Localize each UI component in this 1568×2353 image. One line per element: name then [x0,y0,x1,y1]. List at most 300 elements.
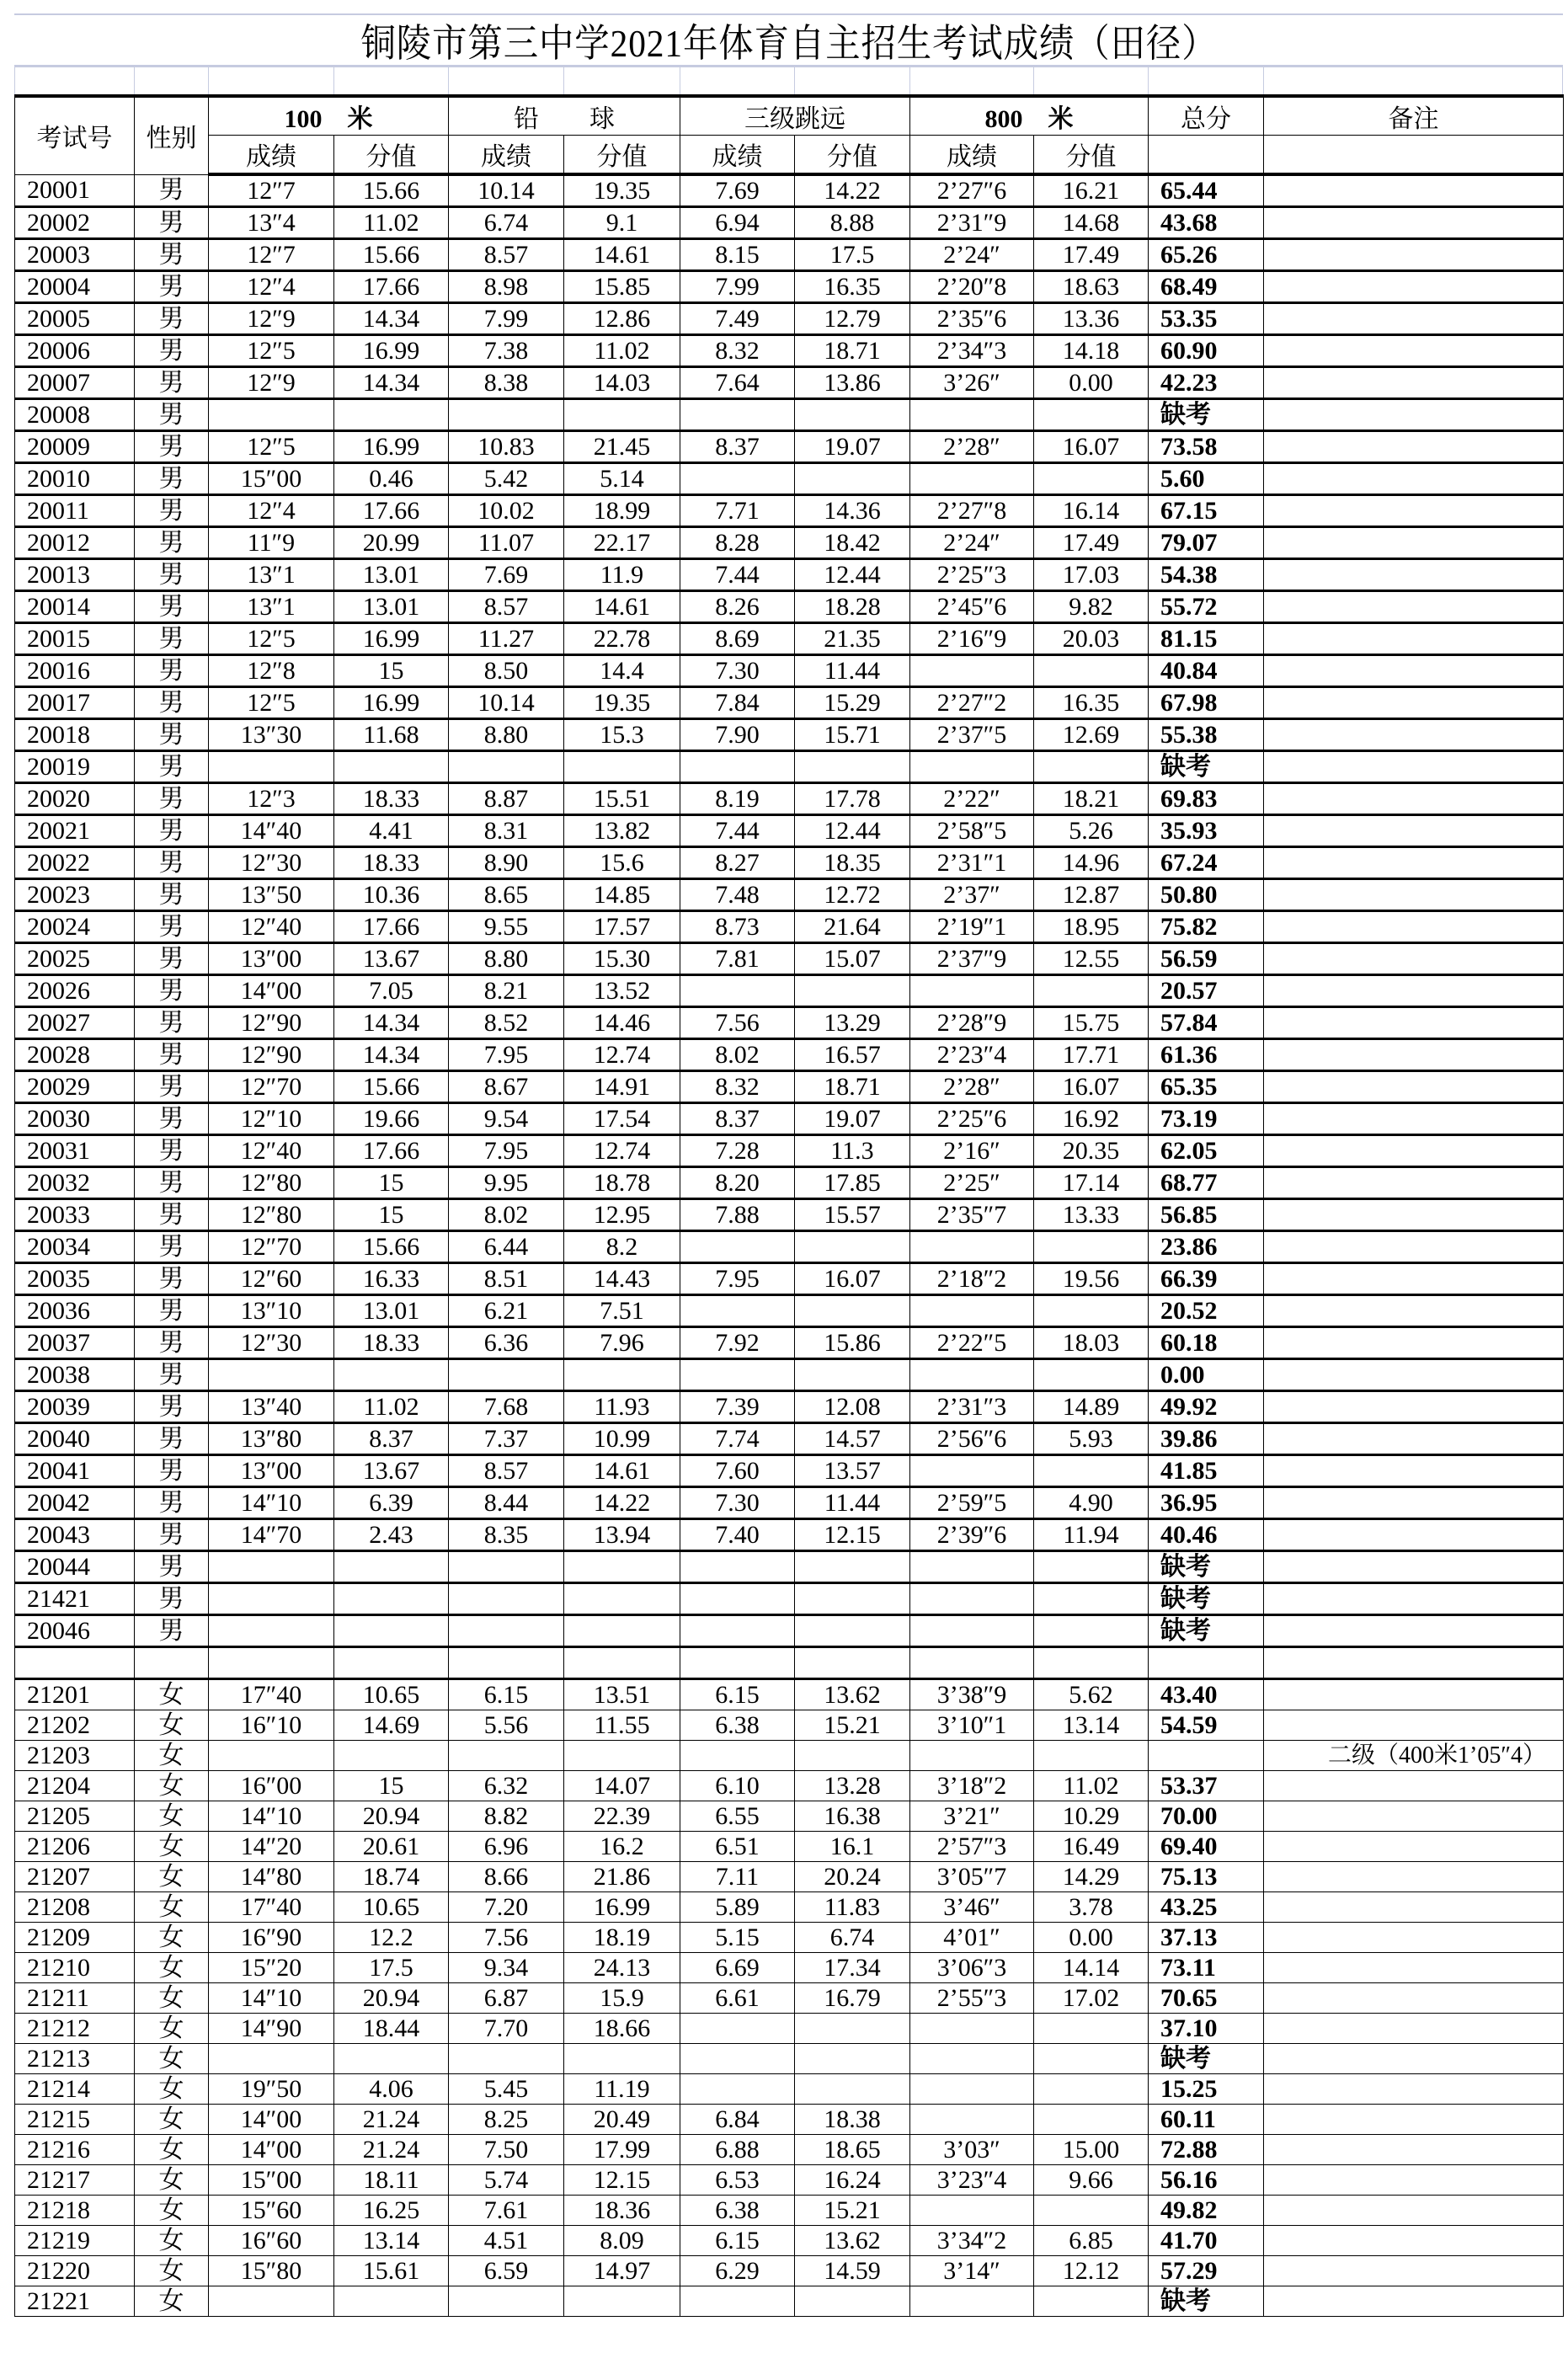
cell-shot-put-score [564,1741,680,1771]
cell-total-score: 36.95 [1149,1487,1264,1519]
cell-800m-result: 2’24″ [910,239,1034,271]
cell-triple-jump-score: 16.57 [795,1039,910,1071]
cell-800m-score: 11.94 [1034,1519,1149,1551]
cell-100m-score: 14.34 [334,367,449,399]
header-triple-jump: 三级跳远 [680,96,910,136]
cell-exam-id: 21201 [15,1679,135,1710]
table-row [15,911,1564,943]
cell-total-score: 缺考 [1149,399,1264,431]
cell-total-score: 72.88 [1149,2135,1264,2165]
table-row [15,1359,1564,1391]
table-row [15,2044,1564,2074]
cell-800m-score: 0.00 [1034,1923,1149,1953]
cell-800m-score: 4.90 [1034,1487,1149,1519]
cell-100m-result [209,2286,334,2317]
cell-triple-jump-score: 12.15 [795,1519,910,1551]
cell-gender: 男 [135,1231,209,1263]
cell-exam-id: 20032 [15,1167,135,1199]
cell-triple-jump-result: 6.55 [680,1801,795,1832]
cell-triple-jump-score: 14.22 [795,174,910,207]
table-row [15,1455,1564,1487]
cell-total-score: 67.15 [1149,495,1264,527]
cell-shot-put-result: 7.70 [449,2014,564,2044]
cell-note [1264,1983,1564,2014]
cell-triple-jump-score [795,2074,910,2105]
cell-100m-result: 13″1 [209,559,334,591]
cell-triple-jump-score: 15.29 [795,687,910,719]
cell-exam-id: 20016 [15,655,135,687]
cell-exam-id: 20023 [15,879,135,911]
cell-800m-score: 15.00 [1034,2135,1149,2165]
cell-shot-put-score: 18.66 [564,2014,680,2044]
table-row [15,975,1564,1007]
table-row [15,879,1564,911]
cell-total-score: 35.93 [1149,815,1264,847]
cell-total-score: 60.11 [1149,2105,1264,2135]
cell-100m-result: 14″10 [209,1487,334,1519]
cell-total-score: 67.24 [1149,847,1264,879]
cell-shot-put-score: 12.74 [564,1135,680,1167]
cell-triple-jump-result: 7.44 [680,559,795,591]
cell-total-score: 73.58 [1149,431,1264,463]
cell-note [1264,495,1564,527]
cell-exam-id: 21218 [15,2196,135,2226]
cell-total-score: 57.29 [1149,2256,1264,2286]
cell-triple-jump-result: 8.02 [680,1039,795,1071]
cell-100m-result: 15″00 [209,463,334,495]
cell-gender: 男 [135,1007,209,1039]
cell-total-score: 65.26 [1149,239,1264,271]
cell-gender: 女 [135,1892,209,1923]
cell-triple-jump-result: 7.95 [680,1263,795,1295]
cell-triple-jump-result [680,2044,795,2074]
cell-800m-score: 14.18 [1034,335,1149,367]
cell-100m-score: 15.61 [334,2256,449,2286]
cell-exam-id: 21212 [15,2014,135,2044]
cell-shot-put-result: 7.56 [449,1923,564,1953]
cell-shot-put-score: 14.22 [564,1487,680,1519]
cell-shot-put-score: 15.85 [564,271,680,303]
table-row [15,2286,1564,2317]
cell-exam-id: 21215 [15,2105,135,2135]
cell-gender: 女 [135,1771,209,1801]
cell-triple-jump-score: 11.83 [795,1892,910,1923]
cell-gender: 男 [135,655,209,687]
cell-exam-id: 20038 [15,1359,135,1391]
cell-100m-result: 12″70 [209,1071,334,1103]
cell-100m-result: 16″90 [209,1923,334,1953]
cell-shot-put-result: 9.54 [449,1103,564,1135]
cell-total-score: 55.72 [1149,591,1264,623]
cell-shot-put-score: 12.15 [564,2165,680,2196]
cell-exam-id: 20043 [15,1519,135,1551]
cell-100m-result [209,1583,334,1615]
cell-gender: 女 [135,2014,209,2044]
cell-shot-put-result: 6.15 [449,1679,564,1710]
cell-triple-jump-result: 7.60 [680,1455,795,1487]
subheader-score: 分值 [1034,136,1149,175]
cell-800m-score: 14.14 [1034,1953,1149,1983]
cell-100m-score: 17.66 [334,271,449,303]
cell-100m-score: 16.99 [334,431,449,463]
cell-shot-put-result: 9.55 [449,911,564,943]
cell-shot-put-score: 18.19 [564,1923,680,1953]
cell-800m-result: 2’31″3 [910,1391,1034,1423]
cell-100m-score [334,2044,449,2074]
cell-exam-id: 20007 [15,367,135,399]
cell-note [1264,1391,1564,1423]
cell-gender: 女 [135,2135,209,2165]
cell-shot-put-result: 6.59 [449,2256,564,2286]
cell-triple-jump-score: 18.71 [795,1071,910,1103]
cell-shot-put-score: 14.61 [564,239,680,271]
cell-triple-jump-score: 15.21 [795,1710,910,1741]
cell-triple-jump-score: 6.74 [795,1923,910,1953]
cell-100m-result: 12″70 [209,1231,334,1263]
cell-shot-put-score: 21.86 [564,1862,680,1892]
cell-100m-score: 15 [334,1771,449,1801]
table-row [15,1167,1564,1199]
cell-note [1264,2286,1564,2317]
cell-100m-result: 14″10 [209,1801,334,1832]
header-total: 总分 [1149,96,1264,136]
cell-triple-jump-score: 13.29 [795,1007,910,1039]
cell-shot-put-result [449,1551,564,1583]
table-row [15,1391,1564,1423]
cell-100m-score [334,1359,449,1391]
cell-triple-jump-result [680,1741,795,1771]
cell-shot-put-score: 14.61 [564,1455,680,1487]
cell-note [1264,1071,1564,1103]
cell-800m-result: 2’56″6 [910,1423,1034,1455]
cell-triple-jump-result [680,2074,795,2105]
cell-triple-jump-result [680,463,795,495]
cell-gender: 男 [135,1583,209,1615]
cell-gender: 男 [135,239,209,271]
cell-note [1264,1455,1564,1487]
cell-triple-jump-score: 17.5 [795,239,910,271]
cell-triple-jump-score: 13.57 [795,1455,910,1487]
cell-note [1264,1862,1564,1892]
cell-100m-score: 13.01 [334,591,449,623]
cell-100m-score: 18.33 [334,783,449,815]
cell-shot-put-score: 13.94 [564,1519,680,1551]
cell-gender: 男 [135,1263,209,1295]
cell-triple-jump-score: 11.44 [795,1487,910,1519]
cell-100m-result: 12″10 [209,1103,334,1135]
cell-shot-put-result: 8.35 [449,1519,564,1551]
cell-triple-jump-result: 6.94 [680,207,795,239]
cell-100m-score: 19.66 [334,1103,449,1135]
cell-gender: 男 [135,1135,209,1167]
cell-triple-jump-score [795,2014,910,2044]
cell-800m-score: 16.14 [1034,495,1149,527]
cell-800m-result [910,1583,1034,1615]
header-shot-put: 铅 球 [449,96,680,136]
cell-800m-score: 13.14 [1034,1710,1149,1741]
cell-100m-result: 12″3 [209,783,334,815]
cell-100m-result: 12″90 [209,1007,334,1039]
cell-exam-id: 21205 [15,1801,135,1832]
cell-exam-id: 20006 [15,335,135,367]
cell-note [1264,2135,1564,2165]
cell-100m-result: 12″40 [209,1135,334,1167]
cell-800m-result [910,1295,1034,1327]
cell-gender: 男 [135,911,209,943]
cell-triple-jump-result: 7.44 [680,815,795,847]
cell-triple-jump-result: 7.39 [680,1391,795,1423]
cell-100m-score [334,1647,449,1679]
cell-triple-jump-result: 8.28 [680,527,795,559]
subheader-score: 分值 [334,136,449,175]
cell-800m-result: 2’37″5 [910,719,1034,751]
cell-note [1264,431,1564,463]
cell-triple-jump-score: 12.08 [795,1391,910,1423]
cell-exam-id: 21221 [15,2286,135,2317]
subheader-score: 分值 [795,136,910,175]
cell-shot-put-result: 6.44 [449,1231,564,1263]
cell-100m-score: 4.41 [334,815,449,847]
cell-shot-put-result: 8.50 [449,655,564,687]
cell-100m-score: 16.99 [334,335,449,367]
cell-exam-id: 20022 [15,847,135,879]
cell-gender: 男 [135,1071,209,1103]
cell-total-score: 53.37 [1149,1771,1264,1801]
cell-shot-put-score: 7.96 [564,1327,680,1359]
cell-100m-score [334,2286,449,2317]
cell-100m-result: 15″00 [209,2165,334,2196]
table-row [15,1741,1564,1771]
cell-800m-result: 2’27″6 [910,174,1034,207]
cell-triple-jump-score [795,2286,910,2317]
cell-shot-put-score [564,1551,680,1583]
cell-800m-score: 17.14 [1034,1167,1149,1199]
cell-800m-result [910,751,1034,783]
table-row [15,174,1564,207]
cell-shot-put-score: 13.82 [564,815,680,847]
cell-100m-result: 15″80 [209,2256,334,2286]
cell-100m-result: 12″9 [209,303,334,335]
cell-note [1264,2226,1564,2256]
cell-triple-jump-result [680,2014,795,2044]
cell-gender: 男 [135,783,209,815]
cell-100m-score: 14.34 [334,303,449,335]
cell-triple-jump-score: 17.78 [795,783,910,815]
cell-note [1264,815,1564,847]
cell-gender: 男 [135,1327,209,1359]
cell-total-score: 75.82 [1149,911,1264,943]
cell-exam-id: 20004 [15,271,135,303]
cell-shot-put-score: 20.49 [564,2105,680,2135]
cell-exam-id: 20005 [15,303,135,335]
cell-total-score: 56.59 [1149,943,1264,975]
cell-shot-put-result: 6.21 [449,1295,564,1327]
cell-exam-id: 20037 [15,1327,135,1359]
cell-shot-put-result: 8.57 [449,239,564,271]
cell-triple-jump-score: 16.24 [795,2165,910,2196]
cell-800m-result: 2’19″1 [910,911,1034,943]
cell-total-score: 53.35 [1149,303,1264,335]
cell-100m-score: 20.61 [334,1832,449,1862]
cell-800m-result: 2’57″3 [910,1832,1034,1862]
cell-total-score: 缺考 [1149,1615,1264,1647]
cell-triple-jump-result: 6.53 [680,2165,795,2196]
cell-exam-id: 20040 [15,1423,135,1455]
cell-note [1264,559,1564,591]
cell-800m-score [1034,1583,1149,1615]
cell-triple-jump-score: 12.72 [795,879,910,911]
cell-100m-score: 14.69 [334,1710,449,1741]
cell-800m-score: 14.89 [1034,1391,1149,1423]
cell-triple-jump-result: 7.69 [680,174,795,207]
cell-shot-put-result: 5.45 [449,2074,564,2105]
cell-100m-result: 12″4 [209,495,334,527]
cell-shot-put-score: 12.86 [564,303,680,335]
cell-triple-jump-result: 6.69 [680,1953,795,1983]
cell-exam-id: 20035 [15,1263,135,1295]
cell-triple-jump-score: 18.71 [795,335,910,367]
table-row [15,2014,1564,2044]
cell-total-score: 40.46 [1149,1519,1264,1551]
table-row [15,943,1564,975]
cell-note [1264,1359,1564,1391]
cell-exam-id: 20044 [15,1551,135,1583]
table-row [15,431,1564,463]
cell-shot-put-result [449,2044,564,2074]
subheader-result: 成绩 [680,136,795,175]
cell-100m-result [209,1647,334,1679]
cell-gender [135,1647,209,1679]
cell-note [1264,1892,1564,1923]
table-row [15,1423,1564,1455]
cell-note [1264,1615,1564,1647]
cell-total-score: 69.40 [1149,1832,1264,1862]
cell-shot-put-score: 13.51 [564,1679,680,1710]
cell-total-score: 73.19 [1149,1103,1264,1135]
cell-triple-jump-score [795,2044,910,2074]
cell-gender: 女 [135,1832,209,1862]
cell-800m-result: 3’34″2 [910,2226,1034,2256]
cell-100m-score: 15 [334,1199,449,1231]
cell-800m-result: 2’27″8 [910,495,1034,527]
cell-gender: 女 [135,2165,209,2196]
table-row [15,2105,1564,2135]
cell-triple-jump-score: 18.42 [795,527,910,559]
cell-total-score: 67.98 [1149,687,1264,719]
cell-800m-result: 2’31″1 [910,847,1034,879]
cell-total-score [1149,1741,1264,1771]
cell-note [1264,1231,1564,1263]
cell-100m-score: 11.02 [334,207,449,239]
cell-note [1264,1679,1564,1710]
cell-note [1264,975,1564,1007]
cell-shot-put-score: 14.46 [564,1007,680,1039]
cell-800m-score [1034,1551,1149,1583]
cell-shot-put-result: 7.37 [449,1423,564,1455]
subheader-total-blank [1149,136,1264,175]
cell-100m-result: 12″5 [209,623,334,655]
cell-100m-result: 12″4 [209,271,334,303]
cell-gender: 男 [135,1423,209,1455]
cell-800m-result: 2’59″5 [910,1487,1034,1519]
cell-shot-put-result: 7.95 [449,1039,564,1071]
cell-100m-score: 13.67 [334,943,449,975]
cell-exam-id: 20017 [15,687,135,719]
cell-100m-score: 15.66 [334,239,449,271]
cell-triple-jump-score: 17.34 [795,1953,910,1983]
cell-triple-jump-result [680,1615,795,1647]
cell-100m-score [334,1551,449,1583]
cell-total-score: 54.59 [1149,1710,1264,1741]
cell-800m-result: 2’35″6 [910,303,1034,335]
cell-800m-score: 17.49 [1034,527,1149,559]
cell-shot-put-score: 9.1 [564,207,680,239]
cell-100m-score [334,1741,449,1771]
cell-total-score: 43.25 [1149,1892,1264,1923]
cell-800m-score: 5.26 [1034,815,1149,847]
cell-100m-result: 17″40 [209,1679,334,1710]
cell-100m-score: 18.11 [334,2165,449,2196]
cell-shot-put-result [449,399,564,431]
cell-shot-put-result: 6.74 [449,207,564,239]
cell-total-score: 20.57 [1149,975,1264,1007]
cell-exam-id: 21213 [15,2044,135,2074]
cell-800m-score: 15.75 [1034,1007,1149,1039]
cell-triple-jump-result: 7.40 [680,1519,795,1551]
cell-shot-put-score: 11.93 [564,1391,680,1423]
table-row [15,847,1564,879]
cell-800m-score: 16.07 [1034,431,1149,463]
cell-total-score: 66.39 [1149,1263,1264,1295]
cell-note [1264,2105,1564,2135]
cell-shot-put-result: 8.67 [449,1071,564,1103]
cell-800m-result: 2’58″5 [910,815,1034,847]
cell-100m-result: 17″40 [209,1892,334,1923]
cell-100m-result: 13″30 [209,719,334,751]
cell-shot-put-result: 8.65 [449,879,564,911]
cell-100m-result: 14″70 [209,1519,334,1551]
cell-shot-put-score: 11.9 [564,559,680,591]
table-row [15,1263,1564,1295]
cell-gender: 男 [135,719,209,751]
cell-total-score: 缺考 [1149,1551,1264,1583]
cell-800m-score: 20.35 [1034,1135,1149,1167]
cell-800m-score [1034,655,1149,687]
cell-100m-score [334,1615,449,1647]
cell-gender: 女 [135,1741,209,1771]
cell-800m-score: 18.21 [1034,783,1149,815]
cell-triple-jump-result: 6.51 [680,1832,795,1862]
cell-800m-result: 3’03″ [910,2135,1034,2165]
cell-gender: 男 [135,1391,209,1423]
table-row [15,1519,1564,1551]
cell-800m-score [1034,2044,1149,2074]
cell-100m-result: 12″90 [209,1039,334,1071]
cell-100m-result: 12″40 [209,911,334,943]
cell-100m-score: 20.99 [334,527,449,559]
cell-shot-put-result: 4.51 [449,2226,564,2256]
table-row [15,1135,1564,1167]
cell-shot-put-result: 8.02 [449,1199,564,1231]
cell-note [1264,2014,1564,2044]
cell-800m-result [910,655,1034,687]
cell-triple-jump-result [680,1359,795,1391]
cell-exam-id: 20019 [15,751,135,783]
cell-shot-put-score [564,1583,680,1615]
score-table [14,94,1564,2317]
cell-triple-jump-result [680,1295,795,1327]
cell-gender: 男 [135,879,209,911]
